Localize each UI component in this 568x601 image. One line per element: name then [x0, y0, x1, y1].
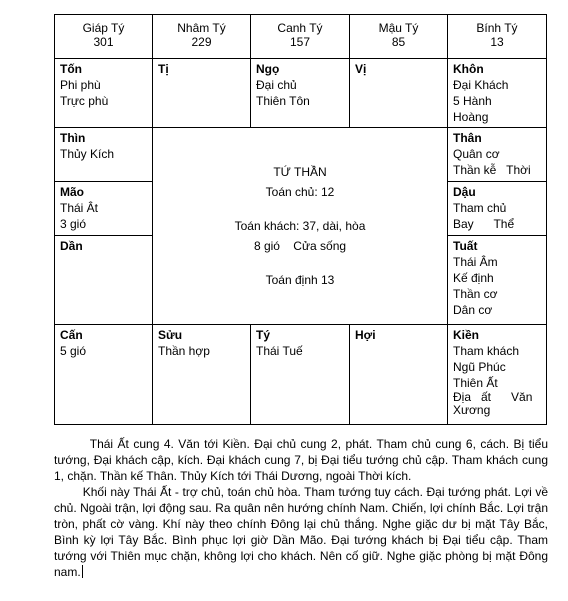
cell-line: Thần cơ	[453, 287, 498, 301]
cell-thin	[55, 128, 153, 182]
cell-line: 3 gió	[60, 217, 87, 231]
divination-table	[54, 14, 547, 425]
cell-ton	[55, 59, 153, 128]
header-name: Giáp Tý	[82, 21, 125, 35]
cell-line: Hoàng	[453, 110, 489, 124]
center-title: TỨ THẦN	[273, 165, 327, 179]
cell-than	[448, 128, 546, 182]
cell-mao	[55, 182, 153, 236]
header-number: 229	[191, 35, 212, 49]
cell-ty	[251, 325, 350, 424]
cell-hoi	[350, 325, 448, 424]
header-name: Canh Tý	[277, 21, 323, 35]
cell-line: Đại chủ	[256, 78, 297, 92]
cell-line: Thái Âm	[453, 255, 498, 269]
cell-dau	[448, 182, 546, 236]
cell-line: Thái Ât	[60, 201, 99, 215]
cell-title: Khôn	[453, 62, 484, 76]
cell-title: Tị	[158, 62, 169, 76]
paragraph-text: Khối này Thái Ất - trợ chủ, toán chủ hòa. Tham tướng tuy cách. Đại tướng phát. Lợi về chủ. Ngoài trận, lợi động sau. Ra quân nên hướng chính Nam. Chiến, lợi chính Bắc. Lợi trận tròn, phất cờ vàng. Khí này theo chính Đông lại chủ thắng. Nghe giặc dư bị mặt Tây Bắc, Bình kỳ lợi Tây Bắc. Bình phục lợi giờ Dần Mão. Đại tướng khách bị Đại tiểu cập. Tham tướng với Thiên mục chặn, không lợi cho khách. Nên cố giữ. Nghe giặc phòng bị mặt Đông nam.	[54, 485, 552, 579]
cell-line: Quân cơ	[453, 147, 500, 161]
cell-title: Kiền	[453, 328, 480, 342]
center-line: Toán khách: 37, dài, hòa	[234, 219, 366, 233]
cell-title: Sửu	[158, 328, 183, 342]
cell-line: Bay Thể	[453, 217, 515, 231]
cell-tuat	[448, 236, 546, 325]
center-block	[153, 128, 448, 325]
cell-line: Dân cơ	[453, 303, 493, 317]
cell-line: Thần kễ Thời	[453, 163, 531, 177]
header-number: 301	[93, 35, 114, 49]
header-cell-2	[153, 15, 251, 59]
cell-title: Ngọ	[256, 62, 280, 76]
cell-line: Tham khách	[453, 344, 520, 358]
cell-line: Phi phù	[60, 78, 101, 92]
header-cell-1	[55, 15, 153, 59]
cell-title: Tuất	[453, 239, 478, 253]
cell-title: Thìn	[60, 131, 86, 145]
cell-title: Vị	[355, 62, 367, 76]
cell-line: Kế định	[453, 271, 494, 285]
cell-line: Tham chủ	[453, 201, 507, 215]
header-cell-4	[350, 15, 448, 59]
cell-line: Đại Khách	[453, 78, 509, 92]
cell-vi	[350, 59, 448, 128]
header-name: Nhâm Tý	[177, 21, 226, 35]
cell-line: Xương	[453, 403, 491, 417]
cell-khon	[448, 59, 546, 128]
cell-line: Địa ất Văn	[453, 390, 533, 404]
cell-title: Dần	[60, 239, 83, 253]
cell-title: Thân	[453, 131, 482, 145]
header-number: 157	[289, 35, 311, 49]
cell-title: Tốn	[60, 62, 82, 76]
header-number: 13	[490, 35, 504, 49]
cell-suu	[153, 325, 251, 424]
cell-line: Ngũ Phúc	[453, 360, 506, 374]
cell-title: Dậu	[453, 185, 476, 199]
cell-ngo	[251, 59, 350, 128]
center-line: Toán chủ: 12	[265, 185, 335, 199]
cell-line: Thiên Ất	[453, 376, 498, 390]
paragraph-1	[54, 436, 552, 484]
cell-line: Thủy Kích	[60, 147, 115, 161]
cell-title: Tý	[256, 328, 271, 342]
text-cursor	[82, 565, 83, 578]
cell-line: 5 Hành	[453, 94, 492, 108]
cell-kien	[448, 325, 546, 424]
paragraph-2	[54, 484, 552, 580]
cell-title: Cấn	[60, 328, 83, 342]
cell-title: Hợi	[355, 328, 376, 342]
header-number: 85	[391, 35, 406, 49]
paragraph-text: Thái Ất cung 4. Văn tới Kiền. Đại chủ cung 2, phát. Tham chủ cung 6, cách. Bị tiểu tướng, Đại khách cập, kích. Đại khách cung 7, bị Đại tiểu tướng chủ cập. Tham khách cung 1, chặn. Thần kế Thân. Thủy Kích tới Thái Dương, ngoài Thời kích.	[54, 437, 552, 483]
cell-line: Thái Tuế	[256, 344, 303, 358]
cell-title: Mão	[60, 185, 84, 199]
header-cell-3	[251, 15, 350, 59]
header-name: Mậu Tý	[378, 21, 419, 35]
cell-line: 5 gió	[60, 344, 87, 358]
cell-can	[55, 325, 153, 424]
cell-line: Trực phù	[60, 94, 109, 108]
cell-line: Thần hợp	[158, 344, 210, 358]
header-cell-5	[448, 15, 546, 59]
cell-ti	[153, 59, 251, 128]
center-line: Toán định 13	[265, 273, 335, 287]
cell-dan	[55, 236, 153, 325]
center-line: 8 gió Cửa sống	[253, 239, 347, 253]
cell-line: Thiên Tôn	[256, 94, 310, 108]
header-name: Bính Tý	[476, 21, 518, 35]
